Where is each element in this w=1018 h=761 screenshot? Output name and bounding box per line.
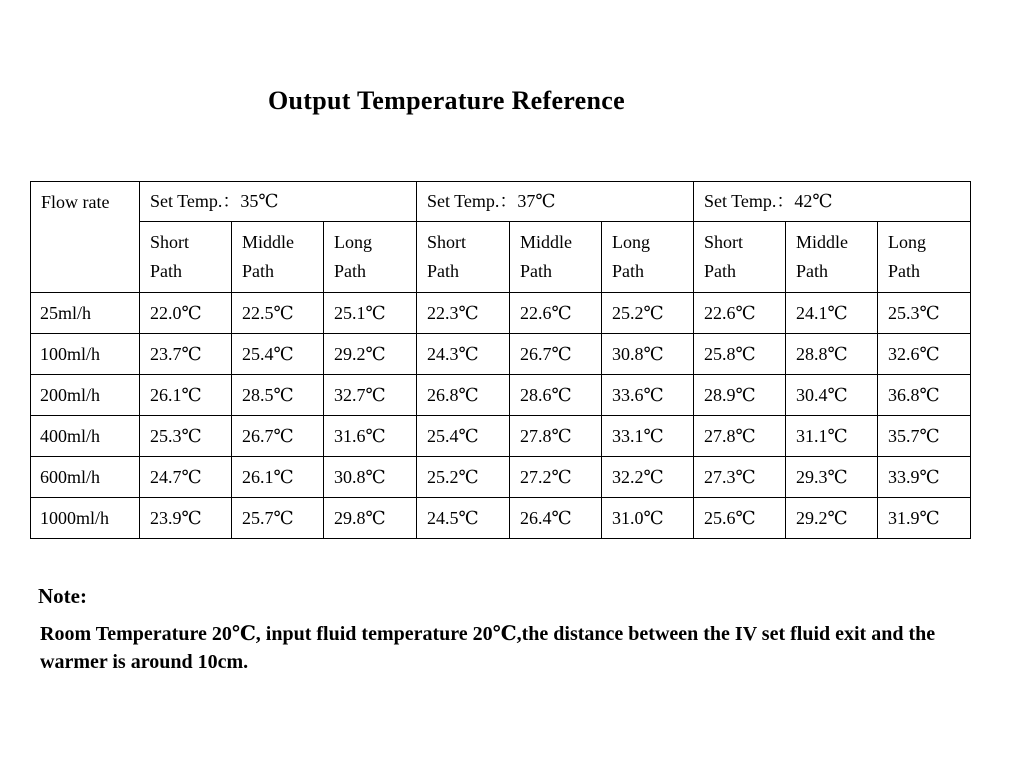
temperature-cell: 23.7℃ (140, 334, 232, 375)
temperature-cell: 31.1℃ (786, 416, 878, 457)
temperature-cell: 27.8℃ (510, 416, 602, 457)
subheader-line: Long (888, 232, 926, 252)
subheader-line: Path (427, 261, 460, 281)
subheader-line: Middle (520, 232, 572, 252)
temperature-cell: 30.4℃ (786, 375, 878, 416)
temperature-cell: 26.8℃ (417, 375, 510, 416)
subheader-line: Path (704, 261, 737, 281)
temperature-cell: 33.9℃ (878, 457, 971, 498)
temperature-cell: 28.5℃ (232, 375, 324, 416)
subheader-line: Path (796, 261, 829, 281)
temperature-cell: 23.9℃ (140, 498, 232, 539)
flow-rate-cell: 1000ml/h (31, 498, 140, 539)
temperature-cell: 25.2℃ (417, 457, 510, 498)
subheader-line: Path (520, 261, 553, 281)
temperature-cell: 32.2℃ (602, 457, 694, 498)
path-subheader (602, 222, 694, 293)
temperature-cell: 27.3℃ (694, 457, 786, 498)
table-row (31, 334, 971, 375)
temperature-cell: 33.1℃ (602, 416, 694, 457)
subheader-line: Path (150, 261, 183, 281)
temperature-cell: 29.3℃ (786, 457, 878, 498)
temperature-cell: 22.3℃ (417, 293, 510, 334)
temperature-cell: 22.6℃ (694, 293, 786, 334)
table-row (31, 293, 971, 334)
temperature-cell: 24.5℃ (417, 498, 510, 539)
temperature-cell: 25.3℃ (878, 293, 971, 334)
temperature-cell: 27.8℃ (694, 416, 786, 457)
path-subheader (324, 222, 417, 293)
flow-rate-cell: 400ml/h (31, 416, 140, 457)
temperature-cell: 25.6℃ (694, 498, 786, 539)
temperature-cell: 32.7℃ (324, 375, 417, 416)
table-row (31, 416, 971, 457)
path-subheader (510, 222, 602, 293)
temperature-cell: 24.7℃ (140, 457, 232, 498)
temperature-cell: 31.6℃ (324, 416, 417, 457)
flow-rate-cell: 100ml/h (31, 334, 140, 375)
path-subheader (786, 222, 878, 293)
flow-rate-cell: 200ml/h (31, 375, 140, 416)
temperature-cell: 25.4℃ (232, 334, 324, 375)
temperature-cell: 26.1℃ (232, 457, 324, 498)
temperature-cell: 22.6℃ (510, 293, 602, 334)
temperature-cell: 22.5℃ (232, 293, 324, 334)
temperature-cell: 25.2℃ (602, 293, 694, 334)
temperature-cell: 30.8℃ (324, 457, 417, 498)
flow-rate-cell: 600ml/h (31, 457, 140, 498)
temperature-cell: 22.0℃ (140, 293, 232, 334)
temperature-cell: 25.1℃ (324, 293, 417, 334)
temperature-cell: 36.8℃ (878, 375, 971, 416)
temperature-cell: 25.4℃ (417, 416, 510, 457)
path-subheader (878, 222, 971, 293)
temperature-cell: 25.8℃ (694, 334, 786, 375)
subheader-line: Long (612, 232, 650, 252)
subheader-line: Short (704, 232, 744, 252)
temperature-cell: 31.0℃ (602, 498, 694, 539)
subheader-line: Long (334, 232, 372, 252)
temperature-cell: 25.3℃ (140, 416, 232, 457)
subheader-line: Middle (242, 232, 294, 252)
set-temp-35-header: Set Temp.：35℃ (140, 182, 417, 222)
table-row (31, 457, 971, 498)
temperature-cell: 26.7℃ (232, 416, 324, 457)
subheader-line: Short (427, 232, 467, 252)
table-subheader-row (31, 222, 971, 293)
subheader-line: Middle (796, 232, 848, 252)
flow-rate-cell: 25ml/h (31, 293, 140, 334)
path-subheader (140, 222, 232, 293)
subheader-line: Path (334, 261, 367, 281)
subheader-line: Path (888, 261, 921, 281)
temperature-cell: 24.3℃ (417, 334, 510, 375)
temperature-cell: 31.9℃ (878, 498, 971, 539)
path-subheader (232, 222, 324, 293)
note-text: Room Temperature 20℃, input fluid temperature 20℃,the distance between the IV set fluid exit and the warmer is around 10cm. (40, 623, 936, 673)
temperature-table (30, 181, 971, 539)
temperature-cell: 26.4℃ (510, 498, 602, 539)
note-label: Note: (38, 584, 87, 608)
temperature-cell: 25.7℃ (232, 498, 324, 539)
temperature-cell: 28.6℃ (510, 375, 602, 416)
page-title: Output Temperature Reference (268, 86, 625, 115)
temperature-cell: 29.8℃ (324, 498, 417, 539)
temperature-cell: 29.2℃ (786, 498, 878, 539)
temperature-cell: 32.6℃ (878, 334, 971, 375)
temperature-cell: 28.9℃ (694, 375, 786, 416)
set-temp-42-header: Set Temp.：42℃ (694, 182, 971, 222)
table-row (31, 498, 971, 539)
set-temp-37-header: Set Temp.：37℃ (417, 182, 694, 222)
flow-rate-header: Flow rate (31, 182, 140, 293)
temperature-cell: 33.6℃ (602, 375, 694, 416)
temperature-cell: 35.7℃ (878, 416, 971, 457)
subheader-line: Path (612, 261, 645, 281)
path-subheader (417, 222, 510, 293)
temperature-cell: 30.8℃ (602, 334, 694, 375)
temperature-cell: 29.2℃ (324, 334, 417, 375)
temperature-cell: 26.1℃ (140, 375, 232, 416)
subheader-line: Short (150, 232, 190, 252)
table-row (31, 375, 971, 416)
temperature-cell: 24.1℃ (786, 293, 878, 334)
temperature-cell: 28.8℃ (786, 334, 878, 375)
temperature-cell: 27.2℃ (510, 457, 602, 498)
table-header-row (31, 182, 971, 222)
subheader-line: Path (242, 261, 275, 281)
path-subheader (694, 222, 786, 293)
temperature-cell: 26.7℃ (510, 334, 602, 375)
